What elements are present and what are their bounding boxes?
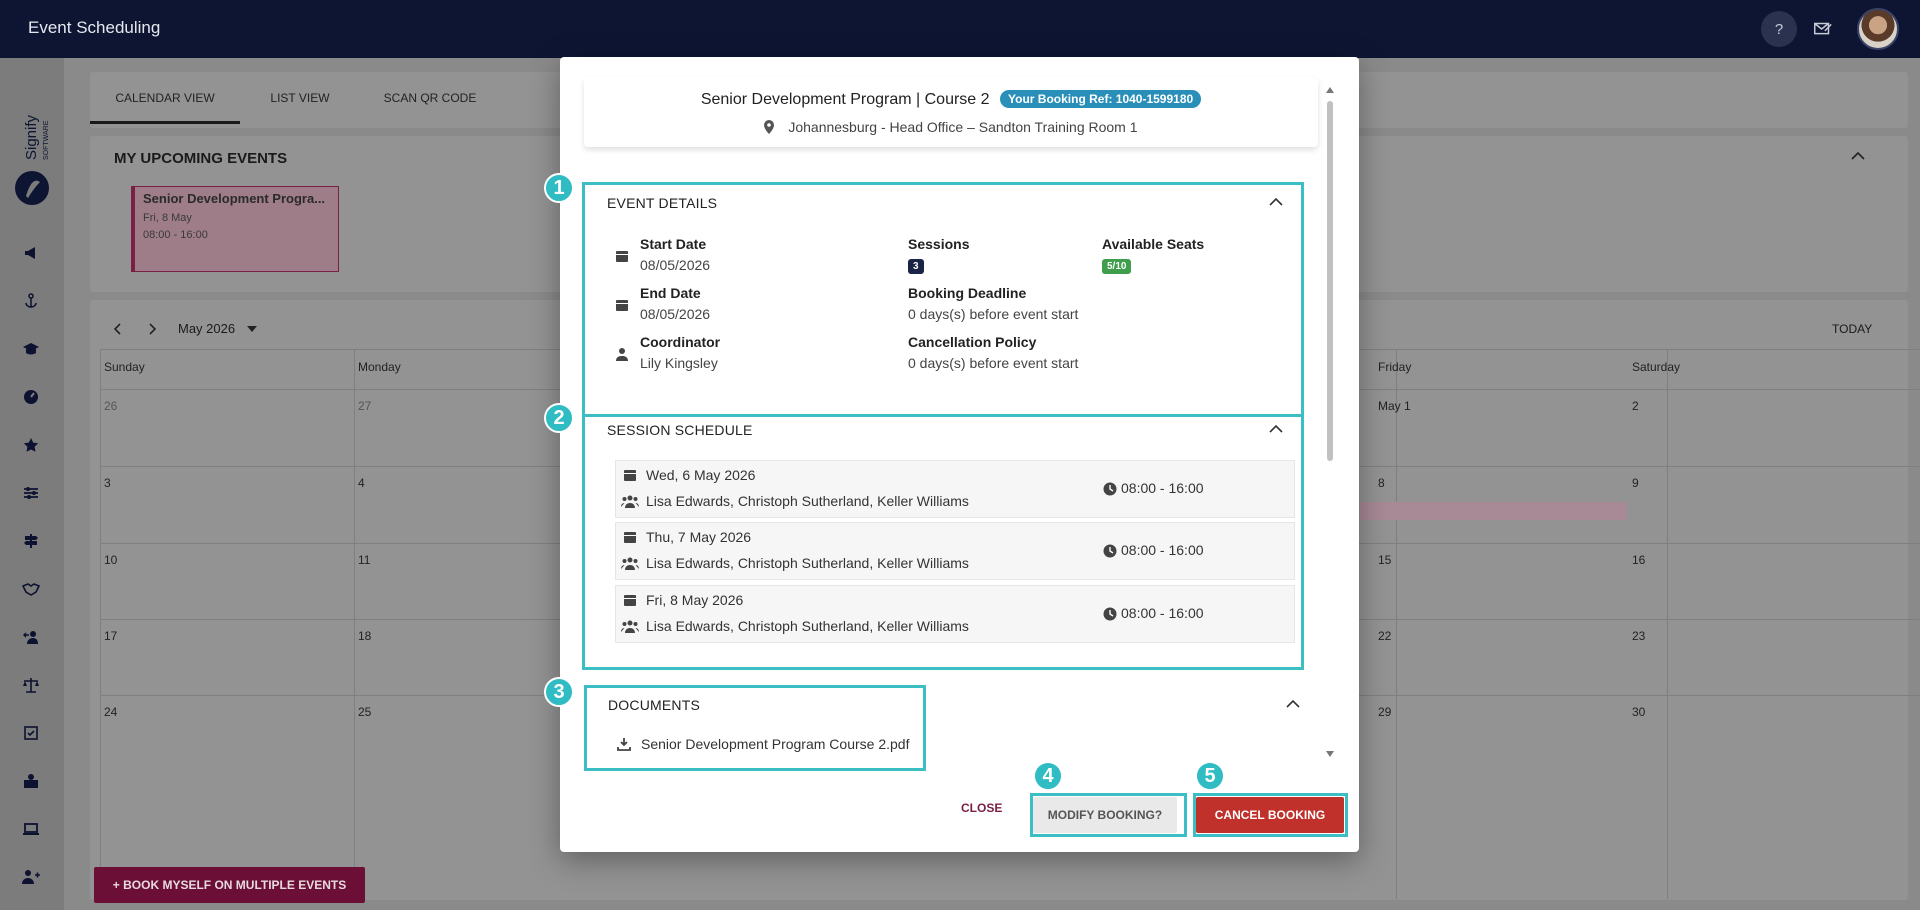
modal-location [584,119,1318,135]
close-button[interactable]: CLOSE [961,801,1003,815]
next-month-icon[interactable] [146,322,158,336]
today-button[interactable]: TODAY [1832,322,1873,336]
day-number: 17 [104,629,118,643]
available-seats-badge: 5/10 [1102,259,1131,274]
session-row [615,585,1295,643]
collapse-documents-icon[interactable] [1286,697,1300,711]
calendar-grid-line [1396,349,1397,899]
tab-list-view[interactable]: LIST VIEW [270,91,330,105]
user-avatar[interactable] [1857,8,1899,50]
event-details-title: EVENT DETAILS [607,195,718,211]
sessions-count-badge: 3 [908,259,924,274]
sidebar [0,58,64,910]
month-dropdown-icon[interactable] [247,326,257,332]
scroll-down-icon[interactable] [1326,751,1334,757]
weekday-header: Saturday [1632,360,1681,374]
star-icon[interactable] [20,434,42,456]
day-number: 10 [104,553,118,567]
day-number: 22 [1378,629,1392,643]
people-group-icon [621,494,639,508]
collapse-session-schedule-icon[interactable] [1269,422,1283,436]
day-number: 3 [104,476,111,490]
weekday-header: Sunday [104,360,145,374]
weekday-header: Friday [1378,360,1412,374]
dashboard-gauge-icon[interactable] [20,386,42,408]
available-seats-label: Available Seats [1102,236,1205,252]
svg-text:Signify: Signify [23,114,40,160]
day-number: 4 [358,476,365,490]
coordinator-value: Lily Kingsley [640,355,718,371]
cancel-booking-button[interactable]: CANCEL BOOKING [1196,797,1344,833]
person-icon [615,347,629,361]
cancellation-policy-value: 0 days(s) before event start [908,355,1079,371]
clock-icon [1103,544,1117,558]
day-number: 23 [1632,629,1646,643]
end-date-label: End Date [640,285,701,301]
day-number: 27 [358,399,372,413]
modal-title: Senior Development Program | Course 2 [700,91,990,108]
handshake-icon[interactable] [20,578,42,600]
modify-booking-button[interactable]: MODIFY BOOKING? [1033,797,1177,833]
calendar-event-bar[interactable] [1360,502,1627,520]
help-button[interactable]: ? [1761,11,1797,47]
download-icon [617,737,631,751]
prev-month-icon[interactable] [112,322,124,336]
sessions-label: Sessions [908,236,970,252]
signify-logo [10,98,54,208]
modal-title-row [584,90,1318,109]
upcoming-events-title: MY UPCOMING EVENTS [114,150,288,167]
anchor-icon[interactable] [20,290,42,312]
coordinator-label: Coordinator [640,334,721,350]
booking-ref-badge: Your Booking Ref: 1040-1599180 [1000,90,1201,108]
day-number: May 1 [1378,399,1411,413]
day-number: 11 [358,553,371,567]
day-number: 24 [104,705,118,719]
day-number: 26 [104,399,118,413]
upcoming-event-chip[interactable] [131,186,339,272]
booking-deadline-value: 0 days(s) before event start [908,306,1079,322]
day-number: 15 [1378,553,1392,567]
calendar-grid-line [1667,349,1668,899]
calendar-icon [615,249,629,263]
booking-modal [553,57,1359,852]
collapse-event-details-icon[interactable] [1269,195,1283,209]
calendar-icon [615,298,629,312]
scroll-thumb[interactable] [1327,101,1333,461]
day-number: 9 [1632,476,1639,490]
day-number: 2 [1632,399,1639,413]
cancellation-policy-label: Cancellation Policy [908,334,1037,350]
day-number: 29 [1378,705,1392,719]
session-row [615,460,1295,518]
svg-text:SOFTWARE: SOFTWARE [43,120,50,160]
session-date: Fri, 8 May 2026 [646,592,744,608]
step-badge-3: 3 [544,677,574,707]
session-time: 08:00 - 16:00 [1121,542,1204,558]
laptop-icon[interactable] [20,818,42,840]
chip-time: 08:00 - 16:00 [143,229,208,241]
top-bar [0,0,1920,58]
announcements-icon[interactable] [20,242,42,264]
tab-scan-qr-code[interactable]: SCAN QR CODE [383,91,477,105]
clock-icon [1103,607,1117,621]
day-number: 16 [1632,553,1646,567]
documents-highlight [584,685,926,771]
people-arrows-icon[interactable] [20,626,42,648]
chip-date: Fri, 8 May [143,212,192,224]
calendar-icon [623,468,637,482]
calendar-icon [623,530,637,544]
signpost-icon[interactable] [20,530,42,552]
step-badge-1: 1 [544,173,574,203]
month-selector[interactable]: May 2026 [178,321,236,336]
weekday-header: Monday [358,360,401,374]
modal-scrollbar[interactable] [1326,87,1334,757]
add-user-icon[interactable] [20,866,42,888]
booking-deadline-label: Booking Deadline [908,285,1027,301]
chip-title: Senior Development Progra... [143,191,326,206]
location-pin-icon [764,120,774,134]
day-number: 25 [358,705,372,719]
session-time: 08:00 - 16:00 [1121,605,1204,621]
day-number: 30 [1632,705,1646,719]
people-group-icon [621,619,639,633]
day-number: 18 [358,629,372,643]
scroll-up-icon[interactable] [1326,87,1334,93]
tab-calendar-view[interactable]: CALENDAR VIEW [90,72,240,124]
event-details-section [582,182,1304,452]
session-facilitators: Lisa Edwards, Christoph Sutherland, Keller Williams [646,555,969,571]
location-text: Johannesburg - Head Office – Sandton Training Room 1 [788,119,1138,135]
messages-icon[interactable] [1812,18,1834,40]
people-group-icon [621,556,639,570]
calendar-icon [623,593,637,607]
session-date: Thu, 7 May 2026 [646,529,752,545]
checklist-icon[interactable] [20,722,42,744]
scales-icon[interactable] [20,674,42,696]
session-facilitators: Lisa Edwards, Christoph Sutherland, Keller Williams [646,618,969,634]
step-badge-2: 2 [544,403,574,433]
session-schedule-title: SESSION SCHEDULE [607,422,753,438]
sliders-icon[interactable] [20,482,42,504]
calendar-grid-line [354,349,355,899]
documents-title: DOCUMENTS [608,697,701,713]
graduation-cap-icon[interactable] [20,338,42,360]
end-date-value: 08/05/2026 [640,306,711,322]
day-number: 8 [1378,476,1385,490]
book-multiple-events-button[interactable]: + BOOK MYSELF ON MULTIPLE EVENTS [94,867,365,903]
app-title: Event Scheduling [28,18,161,37]
step-badge-5: 5 [1195,761,1225,791]
session-schedule-section [582,414,1304,670]
clock-icon [1103,482,1117,496]
calendar-grid-line [100,349,101,899]
collapse-chevron-icon[interactable] [1850,150,1866,162]
start-date-label: Start Date [640,236,707,252]
modal-header [584,77,1318,147]
session-date: Wed, 6 May 2026 [646,467,756,483]
start-date-value: 08/05/2026 [640,257,711,273]
user-badge-icon[interactable] [20,770,42,792]
session-row [615,522,1295,580]
session-facilitators: Lisa Edwards, Christoph Sutherland, Keller Williams [646,493,969,509]
session-time: 08:00 - 16:00 [1121,480,1204,496]
step-badge-4: 4 [1033,761,1063,791]
document-link[interactable]: Senior Development Program Course 2.pdf [641,736,910,752]
